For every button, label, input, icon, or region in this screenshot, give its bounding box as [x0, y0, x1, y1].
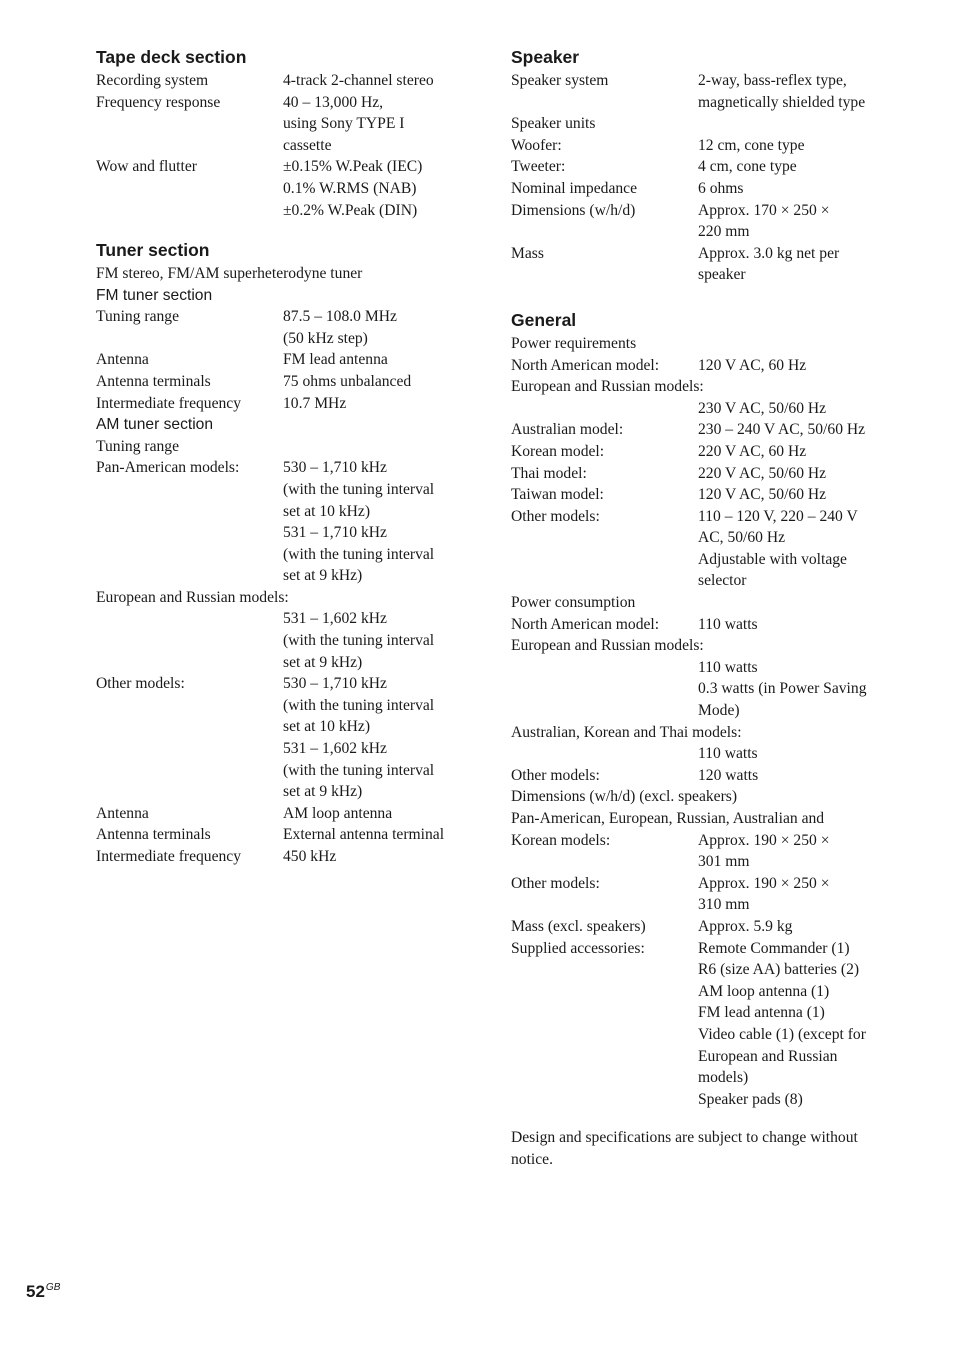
- spec-row: North American model: 110 watts: [511, 615, 758, 633]
- spec-value-line: 0.3 watts (in Power Saving: [698, 680, 867, 698]
- spec-row: Tweeter: 4 cm, cone type: [511, 158, 797, 176]
- spec-row: Korean model: 220 V AC, 60 Hz: [511, 442, 807, 460]
- spec-value-line: 531 – 1,710 kHz: [283, 524, 387, 542]
- spec-row: Other models: 530 – 1,710 kHz: [96, 675, 387, 693]
- spec-row: Korean models: Approx. 190 × 250 ×: [511, 831, 830, 849]
- spec-value-line: using Sony TYPE I: [283, 115, 405, 133]
- spec-row: North American model: 120 V AC, 60 Hz: [511, 356, 807, 374]
- spec-value-line: 110 watts: [698, 745, 758, 763]
- spec-line: Speaker units: [511, 115, 596, 133]
- spec-value-line: (with the tuning interval: [283, 761, 435, 779]
- spec-row: Other models: Approx. 190 × 250 ×: [511, 874, 830, 892]
- spec-row: Taiwan model: 120 V AC, 50/60 Hz: [511, 486, 827, 504]
- spec-value-line: 310 mm: [698, 896, 750, 914]
- spec-line: Power requirements: [511, 334, 637, 352]
- spec-row: Antenna AM loop antenna: [96, 804, 393, 822]
- spec-value-line: (with the tuning interval: [283, 480, 435, 498]
- spec-value-line: 110 watts: [698, 658, 758, 676]
- spec-value-line: (50 kHz step): [283, 329, 368, 347]
- spec-line: Australian, Korean and Thai models:: [511, 723, 742, 741]
- spec-value-line: Mode): [698, 702, 740, 720]
- spec-row: Woofer: 12 cm, cone type: [511, 136, 805, 154]
- spec-row: Speaker system 2-way, bass-reflex type,: [511, 72, 847, 89]
- spec-value-line: European and Russian: [698, 1047, 838, 1065]
- speaker-heading: Speaker: [511, 47, 580, 67]
- spec-row: Thai model: 220 V AC, 50/60 Hz: [511, 464, 827, 482]
- page-suffix: GB: [45, 1282, 61, 1293]
- spec-row: Other models: 110 – 120 V, 220 – 240 V: [511, 507, 858, 525]
- spec-line: FM stereo, FM/AM superheterodyne tuner: [96, 265, 363, 283]
- spec-line: Tuning range: [96, 437, 180, 455]
- spec-value-line: 0.1% W.RMS (NAB): [283, 179, 417, 197]
- spec-row: Australian model: 230 – 240 V AC, 50/60 Hz: [511, 421, 866, 439]
- spec-row: Frequency response 40 – 13,000 Hz,: [96, 93, 384, 111]
- spec-row: Antenna terminals 75 ohms unbalanced: [96, 373, 412, 391]
- spec-value-line: AC, 50/60 Hz: [698, 529, 786, 547]
- spec-value-line: magnetically shielded type: [698, 93, 866, 111]
- general-heading: General: [511, 309, 577, 330]
- spec-value-line: Adjustable with voltage: [698, 550, 847, 568]
- spec-row: Nominal impedance 6 ohms: [511, 179, 744, 197]
- left-column: [96, 44, 486, 868]
- spec-row: Other models: 120 watts: [511, 766, 759, 784]
- spec-value-line: Video cable (1) (except for: [698, 1025, 866, 1043]
- spec-line: European and Russian models:: [96, 588, 289, 606]
- spec-value-line: models): [698, 1069, 749, 1087]
- spec-value-line: FM lead antenna (1): [698, 1004, 825, 1022]
- spec-value-line: R6 (size AA) batteries (2): [698, 961, 860, 979]
- spec-value-line: 531 – 1,602 kHz: [283, 740, 387, 758]
- spec-row: Intermediate frequency 450 kHz: [96, 848, 337, 865]
- design-note: Design and specifications are subject to change without notice.: [511, 1129, 858, 1168]
- spec-row: Antenna terminals External antenna terminal: [96, 826, 445, 844]
- spec-row: Recording system 4-track 2-channel stereo: [96, 72, 434, 89]
- spec-line: European and Russian models:: [511, 637, 704, 655]
- fm-tuner-subheading: FM tuner section: [96, 286, 213, 304]
- spec-value-line: set at 10 kHz): [283, 718, 371, 736]
- spec-value-line: AM loop antenna (1): [698, 982, 830, 1000]
- spec-row: Dimensions (w/h/d) Approx. 170 × 250 ×: [511, 201, 830, 219]
- right-column: [511, 44, 901, 1171]
- am-tuner-subheading: AM tuner section: [96, 416, 214, 434]
- spec-row: Wow and flutter ±0.15% W.Peak (IEC): [96, 158, 423, 176]
- spec-line: European and Russian models:: [511, 378, 704, 396]
- spec-value-line: set at 9 kHz): [283, 653, 363, 671]
- spec-value-line: cassette: [283, 136, 332, 154]
- spec-value-line: Speaker pads (8): [698, 1090, 803, 1108]
- spec-value-line: speaker: [698, 266, 746, 284]
- spec-value-line: ±0.2% W.Peak (DIN): [283, 201, 418, 219]
- spec-value-line: 220 mm: [698, 223, 750, 241]
- spec-line: Power consumption: [511, 594, 636, 612]
- spec-value-line: set at 9 kHz): [283, 567, 363, 585]
- tuner-heading: Tuner section: [96, 240, 210, 261]
- spec-value-line: (with the tuning interval: [283, 632, 435, 650]
- tape-deck-heading: Tape deck section: [96, 47, 247, 67]
- page-number: $52^{GB}$: [26, 1282, 61, 1301]
- spec-value-line: 531 – 1,602 kHz: [283, 610, 387, 628]
- spec-value-line: selector: [698, 572, 747, 590]
- spec-row: Intermediate frequency 10.7 MHz: [96, 394, 347, 412]
- spec-value-line: (with the tuning interval: [283, 696, 435, 714]
- spec-row: Mass Approx. 3.0 kg net per: [511, 244, 840, 262]
- spec-line: Pan-American, European, Russian, Australian and: [511, 810, 825, 827]
- spec-row: Supplied accessories: Remote Commander (1): [511, 939, 850, 957]
- spec-row: Antenna FM lead antenna: [96, 351, 388, 369]
- spec-value-line: (with the tuning interval: [283, 545, 435, 563]
- spec-value-line: set at 9 kHz): [283, 783, 363, 801]
- spec-value-line: 301 mm: [698, 853, 750, 871]
- spec-value-line: 230 V AC, 50/60 Hz: [698, 399, 827, 417]
- spec-row: Tuning range 87.5 – 108.0 MHz: [96, 308, 397, 326]
- spec-line: Dimensions (w/h/d) (excl. speakers): [511, 788, 738, 806]
- spec-row: Pan-American models: 530 – 1,710 kHz: [96, 459, 387, 477]
- spec-value-line: set at 10 kHz): [283, 502, 371, 520]
- spec-row: Mass (excl. speakers) Approx. 5.9 kg: [511, 917, 793, 935]
